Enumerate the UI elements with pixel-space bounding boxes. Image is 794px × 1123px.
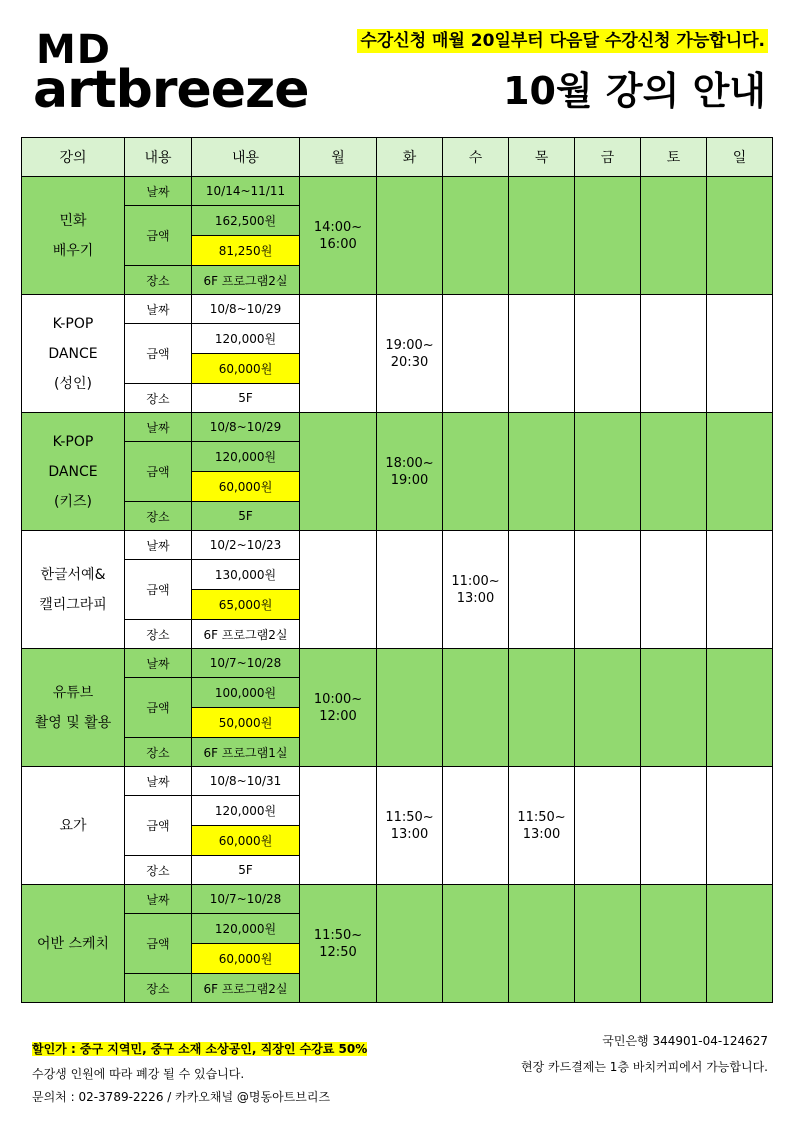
course-name-line: 배우기: [52, 242, 94, 259]
price-label: 금액: [125, 324, 192, 384]
time-sat: [641, 177, 707, 295]
date-label: 날짜: [125, 413, 192, 442]
time-wed: [443, 531, 509, 649]
page-title: 10월 강의 안내: [503, 69, 766, 113]
course-name-line: 촬영 및 활용: [34, 714, 112, 731]
course-name-line: K-POP: [52, 315, 94, 332]
price-value: 100,000원: [192, 678, 300, 708]
time-thu: [509, 531, 575, 649]
price-value: 130,000원: [192, 560, 300, 590]
course-name-line: K-POP: [52, 433, 94, 450]
time-fri: [575, 177, 641, 295]
course-name-line: 민화: [59, 212, 87, 229]
header-mon: 월: [300, 138, 377, 177]
date-value: 10/7~10/28: [192, 649, 300, 678]
header-course: 강의: [22, 138, 125, 177]
schedule-table: [21, 137, 773, 1003]
course-name-line: 요가: [59, 817, 87, 834]
time-tue: [377, 767, 443, 885]
time-text: 16:00: [319, 236, 357, 252]
time-text: 11:50~: [517, 809, 566, 825]
time-text: 12:50: [319, 944, 357, 960]
time-tue: [377, 649, 443, 767]
time-sun: [707, 177, 773, 295]
time-mon: [300, 885, 377, 1003]
discount-note: 할인가 : 중구 지역민, 중구 소재 소상공인, 직장인 수강료 50%: [32, 1042, 368, 1056]
date-value: 10/7~10/28: [192, 885, 300, 914]
time-tue: [377, 177, 443, 295]
table-header-row: [22, 138, 773, 177]
header-content-value: 내용: [192, 138, 300, 177]
discount-price-value: 50,000원: [192, 708, 300, 738]
discount-price-value: 60,000원: [192, 354, 300, 384]
date-label: 날짜: [125, 649, 192, 678]
course-name: [22, 177, 125, 295]
place-value: 5F: [192, 856, 300, 885]
course-name-line: 유튜브: [52, 684, 94, 701]
course-name-line: 캘리그라피: [39, 596, 107, 613]
header-fri: 금: [575, 138, 641, 177]
price-label: 금액: [125, 206, 192, 266]
bank-account: 국민은행 344901-04-124627: [602, 1034, 768, 1048]
table-row: [22, 885, 773, 914]
discount-price-value: 65,000원: [192, 590, 300, 620]
time-tue: [377, 413, 443, 531]
price-value: 162,500원: [192, 206, 300, 236]
date-label: 날짜: [125, 767, 192, 796]
price-label: 금액: [125, 442, 192, 502]
time-fri: [575, 413, 641, 531]
discount-price-value: 81,250원: [192, 236, 300, 266]
time-sun: [707, 413, 773, 531]
course-name-line: DANCE: [48, 345, 98, 362]
time-mon: [300, 295, 377, 413]
time-sun: [707, 767, 773, 885]
course-name: [22, 649, 125, 767]
table-row: [22, 295, 773, 324]
time-tue: [377, 295, 443, 413]
place-value: 6F 프로그램2실: [192, 266, 300, 295]
course-name: [22, 531, 125, 649]
time-fri: [575, 767, 641, 885]
table-row: [22, 531, 773, 560]
price-label: 금액: [125, 796, 192, 856]
time-sun: [707, 531, 773, 649]
time-text: 20:30: [390, 354, 429, 370]
place-label: 장소: [125, 384, 192, 413]
date-value: 10/14~11/11: [192, 177, 300, 206]
course-name-line: (키즈): [54, 493, 92, 510]
place-label: 장소: [125, 738, 192, 767]
discount-price-value: 60,000원: [192, 826, 300, 856]
table-row: [22, 177, 773, 206]
course-name-line: 한글서예&: [40, 566, 106, 583]
time-text: 13:00: [390, 826, 429, 842]
place-label: 장소: [125, 266, 192, 295]
time-tue: [377, 531, 443, 649]
place-label: 장소: [125, 974, 192, 1003]
course-name-line: 어반 스케치: [36, 935, 110, 952]
place-value: 5F: [192, 384, 300, 413]
time-sat: [641, 649, 707, 767]
header-sun: 일: [707, 138, 773, 177]
discount-price-value: 60,000원: [192, 944, 300, 974]
time-sat: [641, 413, 707, 531]
time-mon: [300, 177, 377, 295]
place-value: 6F 프로그램2실: [192, 620, 300, 649]
date-label: 날짜: [125, 295, 192, 324]
time-mon: [300, 531, 377, 649]
place-value: 5F: [192, 502, 300, 531]
place-label: 장소: [125, 620, 192, 649]
date-value: 10/8~10/31: [192, 767, 300, 796]
time-fri: [575, 531, 641, 649]
cancel-note: 수강생 인원에 따라 폐강 될 수 있습니다.: [32, 1067, 245, 1081]
time-text: 13:00: [456, 590, 495, 606]
course-name: [22, 295, 125, 413]
time-thu: [509, 413, 575, 531]
time-wed: [443, 295, 509, 413]
header-sat: 토: [641, 138, 707, 177]
registration-notice: 수강신청 매월 20일부터 다음달 수강신청 가능합니다.: [357, 29, 768, 53]
time-wed: [443, 649, 509, 767]
time-thu: [509, 649, 575, 767]
time-wed: [443, 413, 509, 531]
time-text: 19:00~: [385, 337, 434, 353]
time-thu: [509, 295, 575, 413]
time-mon: [300, 649, 377, 767]
time-sat: [641, 767, 707, 885]
time-text: 11:50~: [385, 809, 434, 825]
time-sat: [641, 531, 707, 649]
discount-price-value: 60,000원: [192, 472, 300, 502]
place-label: 장소: [125, 856, 192, 885]
price-label: 금액: [125, 560, 192, 620]
date-label: 날짜: [125, 885, 192, 914]
logo-md: MD: [36, 27, 112, 73]
time-wed: [443, 177, 509, 295]
time-sun: [707, 295, 773, 413]
time-wed: [443, 767, 509, 885]
logo-artbreeze: artbreeze: [33, 60, 309, 120]
place-value: 6F 프로그램2실: [192, 974, 300, 1003]
course-name-line: (성인): [54, 375, 92, 392]
time-sat: [641, 885, 707, 1003]
place-label: 장소: [125, 502, 192, 531]
time-mon: [300, 413, 377, 531]
time-fri: [575, 649, 641, 767]
date-value: 10/8~10/29: [192, 413, 300, 442]
time-thu: [509, 885, 575, 1003]
place-value: 6F 프로그램1실: [192, 738, 300, 767]
price-value: 120,000원: [192, 442, 300, 472]
course-name: [22, 413, 125, 531]
price-value: 120,000원: [192, 796, 300, 826]
table-row: [22, 767, 773, 796]
price-value: 120,000원: [192, 324, 300, 354]
time-text: 19:00: [390, 472, 429, 488]
header-content-label: 내용: [125, 138, 192, 177]
date-value: 10/8~10/29: [192, 295, 300, 324]
time-sat: [641, 295, 707, 413]
date-label: 날짜: [125, 177, 192, 206]
course-name: [22, 767, 125, 885]
price-label: 금액: [125, 914, 192, 974]
header-thu: 목: [509, 138, 575, 177]
time-text: 10:00~: [313, 691, 363, 707]
time-text: 12:00: [319, 708, 357, 724]
header-wed: 수: [443, 138, 509, 177]
time-fri: [575, 295, 641, 413]
time-fri: [575, 885, 641, 1003]
date-label: 날짜: [125, 531, 192, 560]
time-thu: [509, 767, 575, 885]
time-text: 14:00~: [313, 219, 363, 235]
price-label: 금액: [125, 678, 192, 738]
contact-info: 문의처 : 02-3789-2226 / 카카오채널 @명동아트브리즈: [32, 1090, 331, 1104]
time-mon: [300, 767, 377, 885]
time-text: 11:50~: [313, 927, 363, 943]
table-row: [22, 649, 773, 678]
time-text: 11:00~: [451, 573, 500, 589]
time-text: 18:00~: [385, 455, 434, 471]
card-payment-note: 현장 카드결제는 1층 바치커피에서 가능합니다.: [521, 1060, 768, 1074]
date-value: 10/2~10/23: [192, 531, 300, 560]
time-text: 13:00: [522, 826, 561, 842]
time-wed: [443, 885, 509, 1003]
time-sun: [707, 885, 773, 1003]
header-tue: 화: [377, 138, 443, 177]
time-thu: [509, 177, 575, 295]
time-tue: [377, 885, 443, 1003]
course-name-line: DANCE: [48, 463, 98, 480]
time-sun: [707, 649, 773, 767]
table-row: [22, 413, 773, 442]
price-value: 120,000원: [192, 914, 300, 944]
course-name: [22, 885, 125, 1003]
